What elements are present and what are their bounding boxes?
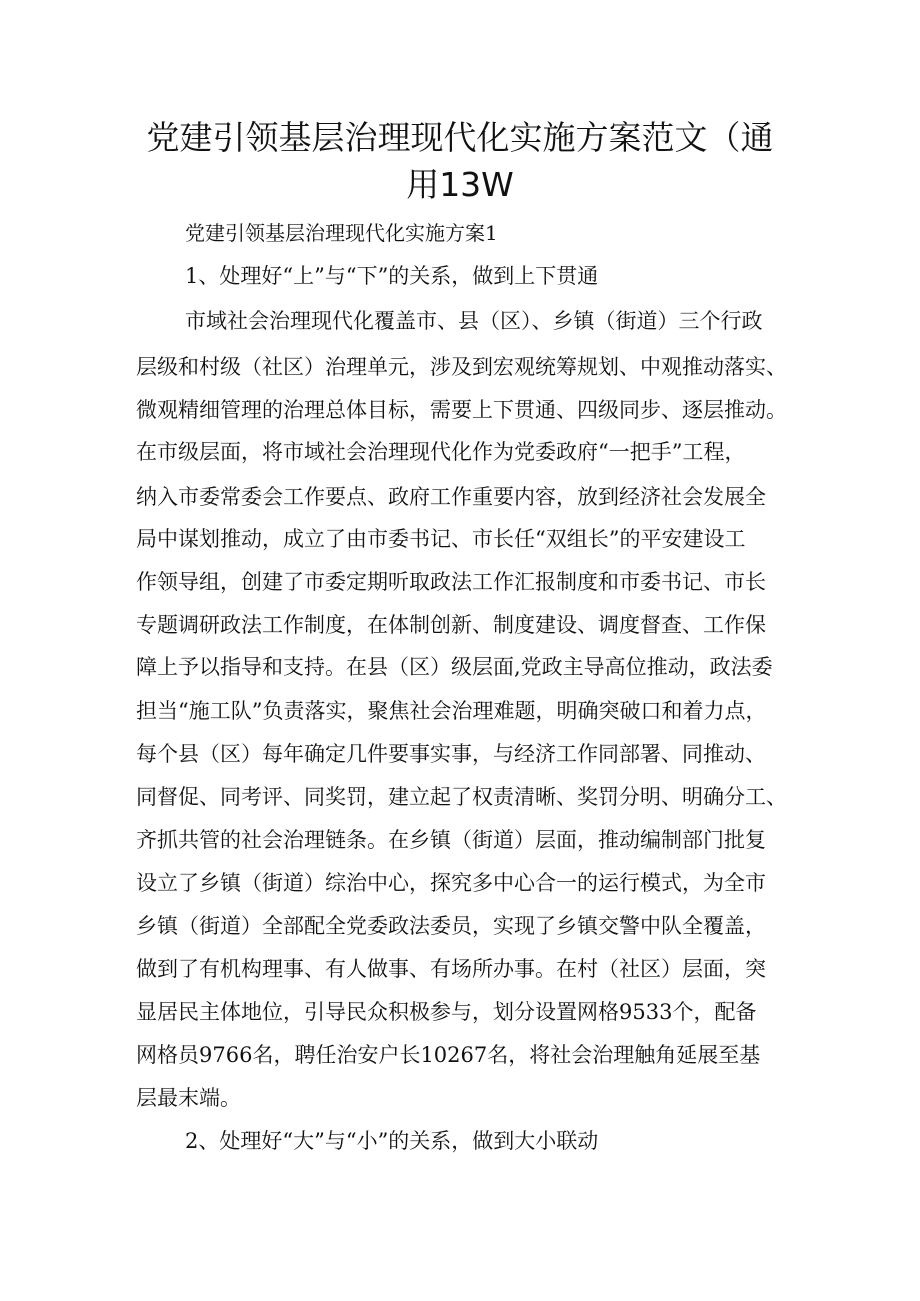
document-subtitle: 党建引领基层治理现代化实施方案1 [185,221,498,245]
paragraph-line: 层级和村级（社区）治理单元，涉及到宏观统筹规划、中观推动落实、 [136,355,787,379]
paragraph-line: 作领导组，创建了市委定期听取政法工作汇报制度和市委书记、市长 [136,570,766,594]
paragraph-line: 市域社会治理现代化覆盖市、县（区）、乡镇（街道）三个行政 [185,309,763,333]
paragraph-line: 在市级层面，将市域社会治理现代化作为党委政府“一把手”工程， [136,440,746,464]
paragraph-line: 齐抓共管的社会治理链条。在乡镇（街道）层面，推动编制部门批复 [136,828,766,852]
paragraph-line: 显居民主体地位，引导民众积极参与，划分设置网格9533个，配备 [136,1000,757,1024]
paragraph-line: 设立了乡镇（街道）综治中心，探究多中心合一的运行模式，为全市 [136,871,766,895]
section-heading-2: 2、处理好“大”与“小”的关系，做到大小联动 [185,1129,599,1153]
section-heading-1: 1、处理好“上”与“下”的关系，做到上下贯通 [185,264,599,288]
paragraph-line: 微观精细管理的治理总体目标，需要上下贯通、四级同步、逐层推动。 [136,398,787,422]
paragraph-line: 网格员9766名，聘任治安户长10267名，将社会治理触角延展至基 [136,1043,761,1067]
paragraph-line: 担当“施工队”负责落实，聚焦社会治理难题，明确突破口和着力点， [136,699,767,723]
document-title-line-1: 党建引领基层治理现代化实施方案范文（通 [146,118,774,157]
paragraph-line: 局中谋划推动，成立了由市委书记、市长任“双组长”的平安建设工 [136,527,746,551]
paragraph-line: 层最末端。 [136,1086,241,1110]
paragraph-line: 每个县（区）每年确定几件要事实事，与经济工作同部署、同推动、 [136,742,766,766]
paragraph-line: 乡镇（街道）全部配全党委政法委员，实现了乡镇交警中队全覆盖， [136,914,766,938]
paragraph-line: 障上予以指导和支持。在县（区）级层面,党政主导高位推动，政法委 [136,655,773,679]
paragraph-line: 同督促、同考评、同奖罚，建立起了权责清晰、奖罚分明、明确分工、 [136,785,787,809]
paragraph-line: 做到了有机构理事、有人做事、有场所办事。在村（社区）层面，突 [136,957,766,981]
paragraph-line: 纳入市委常委会工作要点、政府工作重要内容，放到经济社会发展全 [136,485,766,509]
document-title-line-2: 用13W [406,165,514,204]
paragraph-line: 专题调研政法工作制度，在体制创新、制度建设、调度督查、工作保 [136,613,766,637]
